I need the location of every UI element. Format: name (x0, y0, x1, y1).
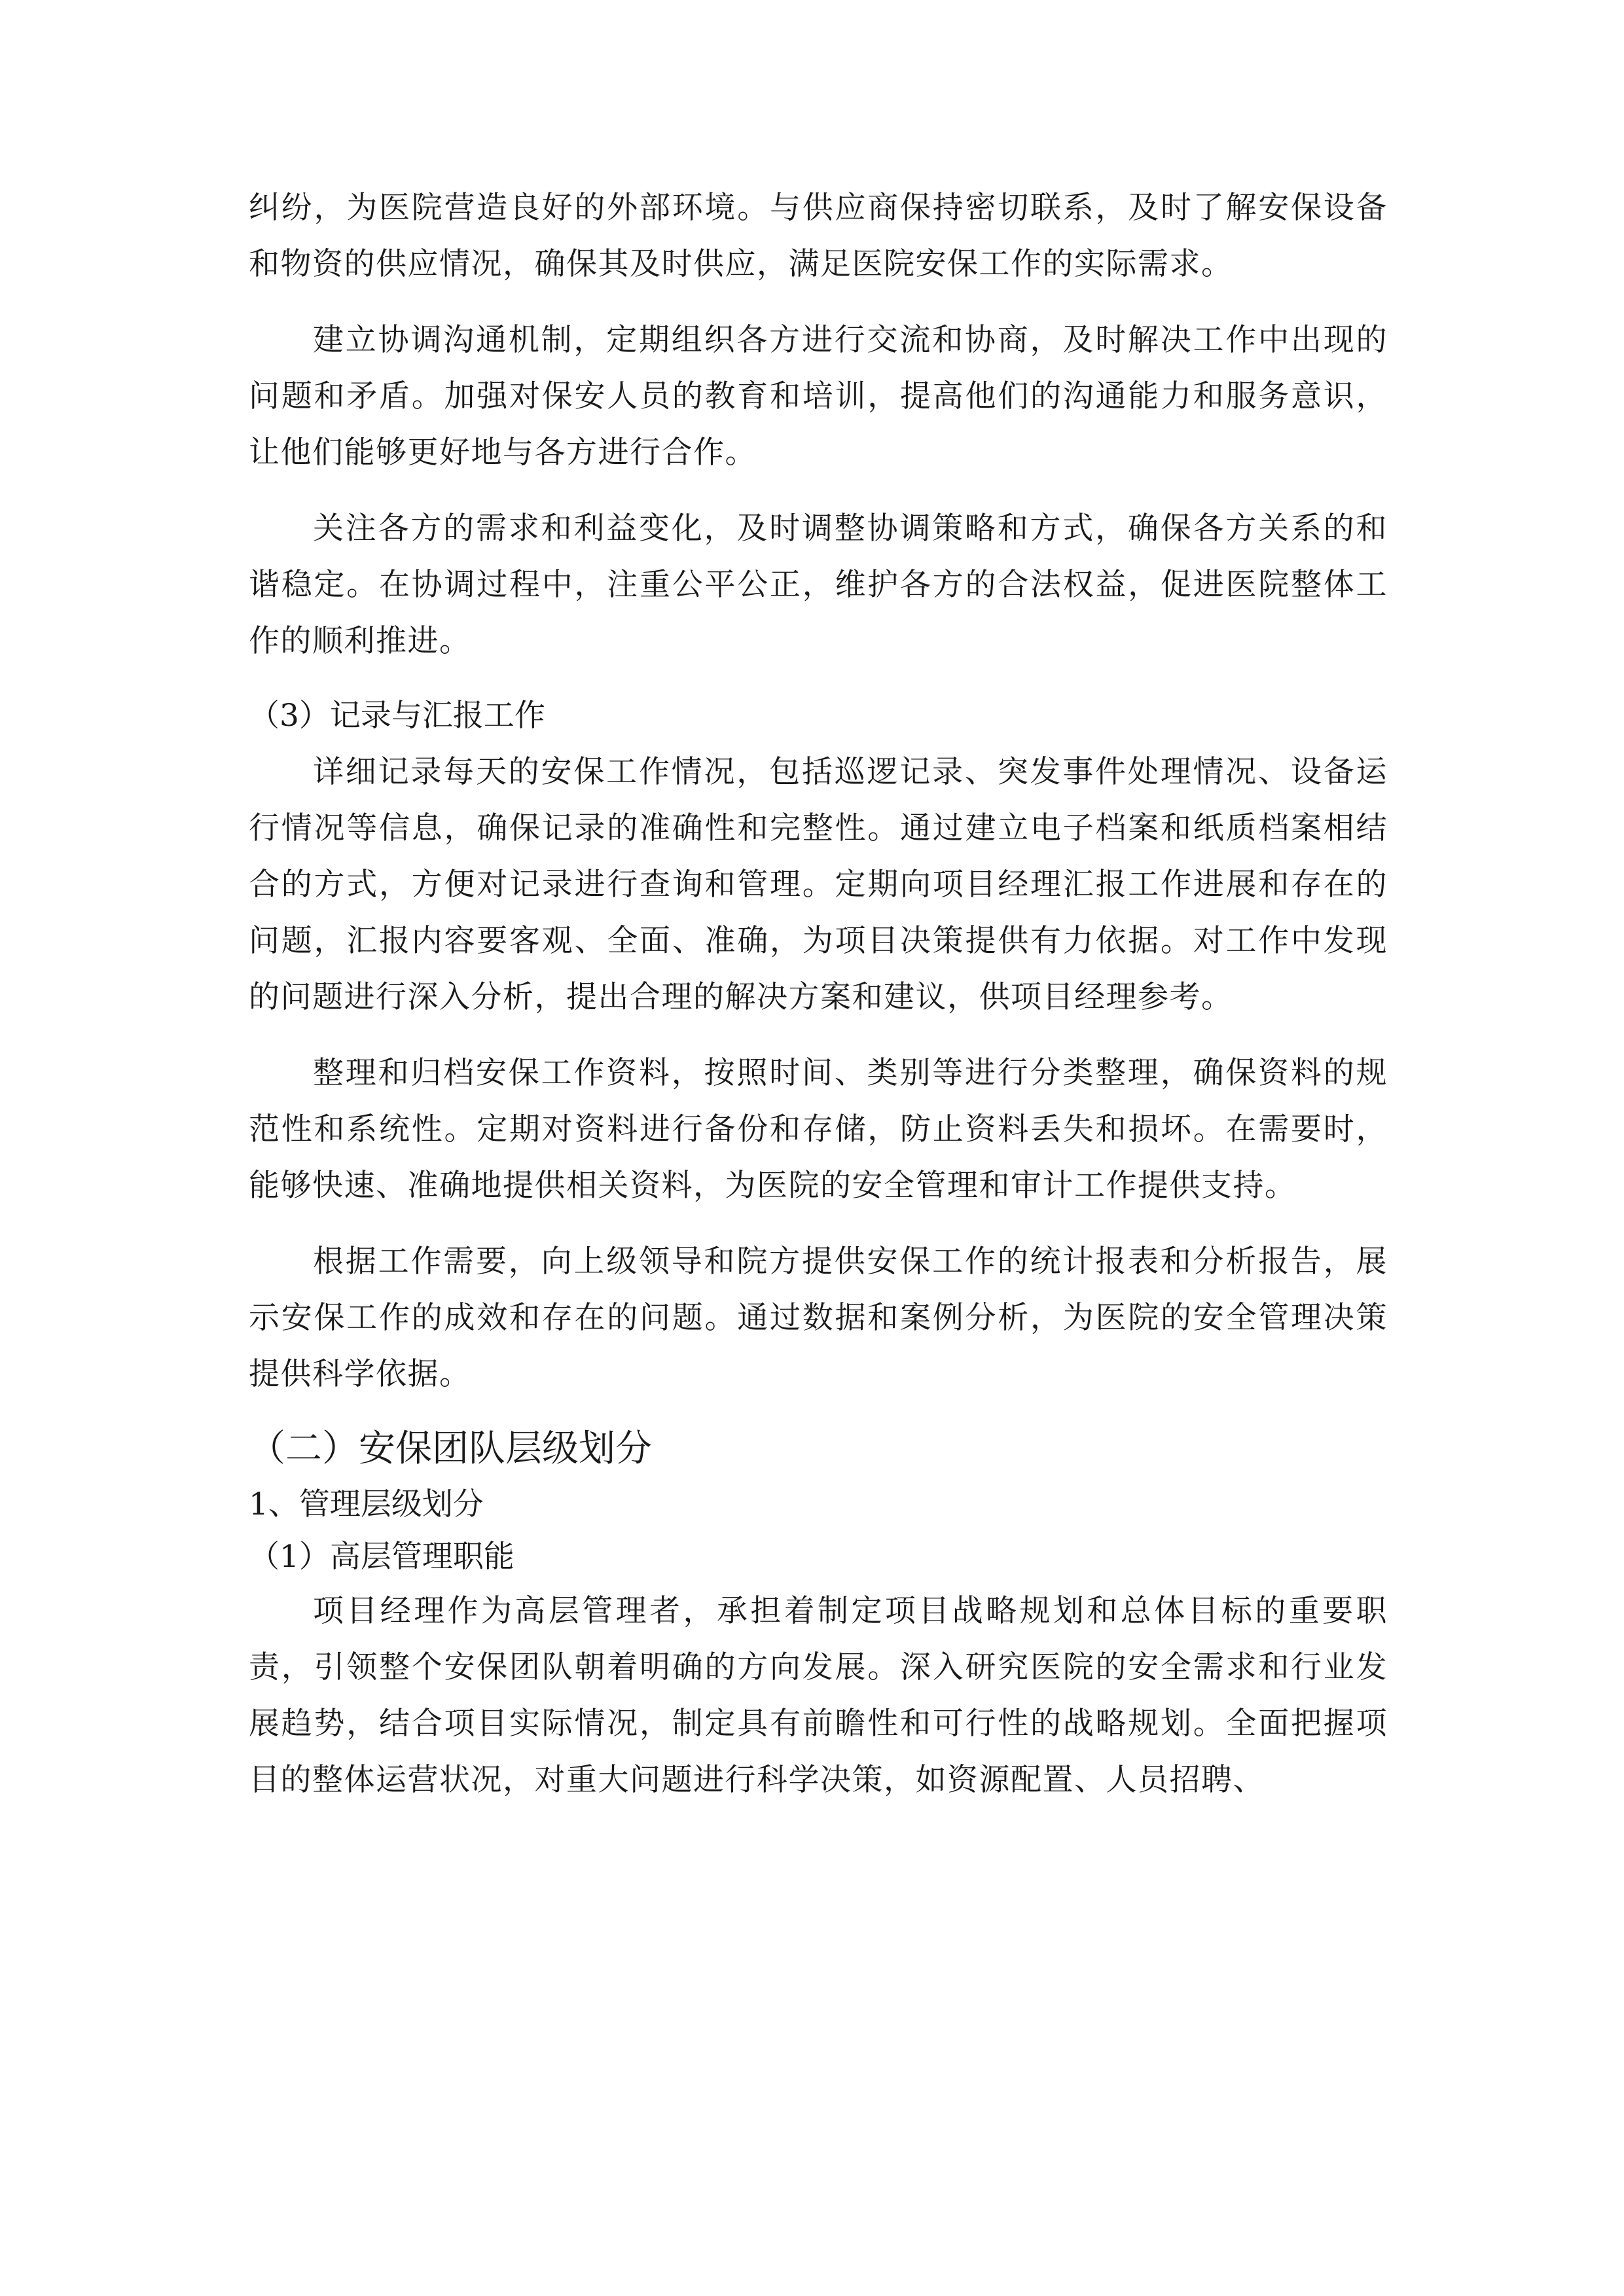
paragraph: 根据工作需要，向上级领导和院方提供安保工作的统计报表和分析报告，展示安保工作的成效和存在的问题。通过数据和案例分析，为医院的安全管理决策提供科学依据。 (249, 1244, 1388, 1392)
paragraph: 项目经理作为高层管理者，承担着制定项目战略规划和总体目标的重要职责，引领整个安保团队朝着明确的方向发展。深入研究医院的安全需求和行业发展趋势，结合项目实际情况，制定具有前瞻性和可行性的战略规划。全面把握项目的整体运营状况，对重大问题进行科学决策，如资源配置、人员招聘、 (249, 1593, 1388, 1798)
paragraph: 纠纷，为医院营造良好的外部环境。与供应商保持密切联系，及时了解安保设备和物资的供应情况，确保其及时供应，满足医院安保工作的实际需求。 (249, 190, 1388, 282)
paragraph: 建立协调沟通机制，定期组织各方进行交流和协商，及时解决工作中出现的问题和矛盾。加强对保安人员的教育和培训，提高他们的沟通能力和服务意识，让他们能够更好地与各方进行合作。 (249, 322, 1388, 471)
subsection-heading-top-management: （1）高层管理职能 (249, 1539, 514, 1575)
document-page (249, 180, 1388, 1808)
section-heading-team-levels: （二）安保团队层级划分 (249, 1427, 652, 1470)
paragraph: 详细记录每天的安保工作情况，包括巡逻记录、突发事件处理情况、设备运行情况等信息，确保记录的准确性和完整性。通过建立电子档案和纸质档案相结合的方式，方便对记录进行查询和管理。定期向项目经理汇报工作进展和存在的问题，汇报内容要客观、全面、准确，为项目决策提供有力依据。对工作中发现的问题进行深入分析，提出合理的解决方案和建议，供项目经理参考。 (249, 754, 1388, 1015)
numbered-heading-management-levels: 1、管理层级划分 (249, 1486, 484, 1522)
paragraph: 整理和归档安保工作资料，按照时间、类别等进行分类整理，确保资料的规范性和系统性。定期对资料进行备份和存储，防止资料丢失和损坏。在需要时，能够快速、准确地提供相关资料，为医院的安全管理和审计工作提供支持。 (249, 1055, 1388, 1204)
paragraph: 关注各方的需求和利益变化，及时调整协调策略和方式，确保各方关系的和谐稳定。在协调过程中，注重公平公正，维护各方的合法权益，促进医院整体工作的顺利推进。 (249, 511, 1388, 659)
subsection-heading-record: （3）记录与汇报工作 (249, 698, 545, 734)
